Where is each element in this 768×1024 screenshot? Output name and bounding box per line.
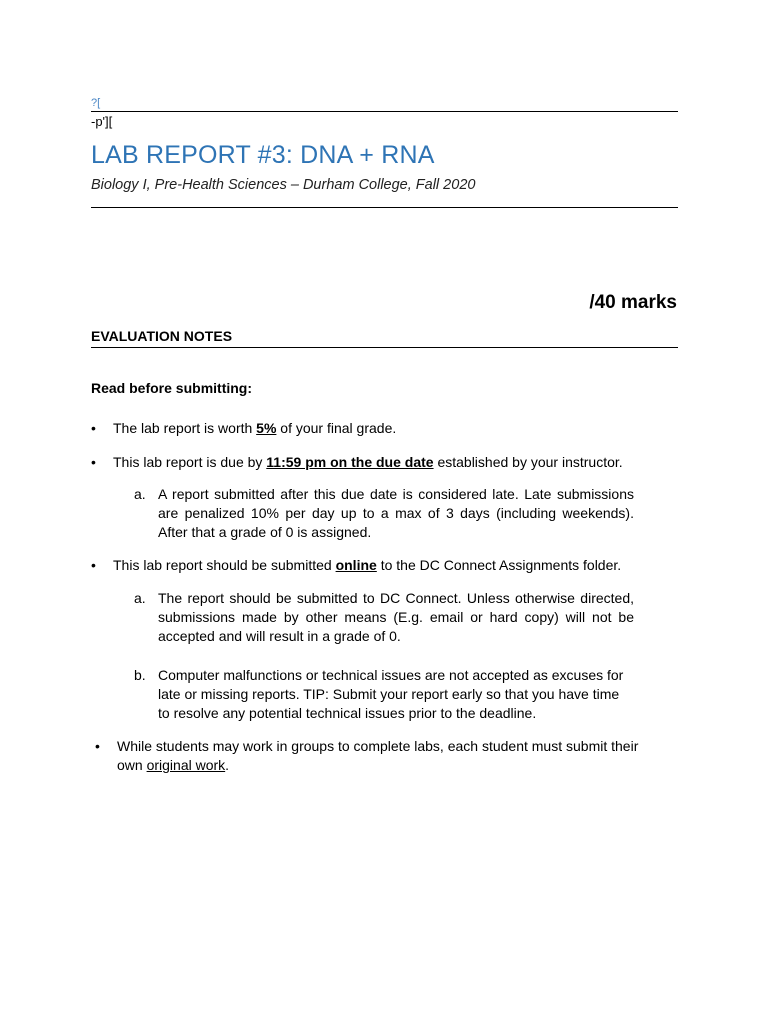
emphasis-text: 5% [256,420,277,436]
emphasis-text: 11:59 pm on the due date [266,454,434,470]
list-item-text [113,419,396,438]
section-divider [91,347,678,348]
sub-item-text: A report submitted after this due date is considered late. Late submissions are penalized 10% per day up to a max of 3 days (including weekends). After that a grade of 0 is assigned. [158,486,634,540]
header-rule [91,111,678,112]
sub-item-label: a. [134,590,146,606]
sub-item-text: The report should be submitted to DC Connect. Unless otherwise directed, submissions made by other means (E.g. email or hard copy) will not be accepted and will result in a grade of 0. [158,590,634,644]
header-link[interactable]: ?[ [91,97,101,109]
emphasis-text: online [335,557,377,573]
list-item-text [113,453,623,472]
text-segment: . [225,757,230,773]
read-heading: Read before submitting: [91,380,253,396]
section-heading: EVALUATION NOTES [91,328,233,344]
total-marks: /40 marks [589,292,677,313]
list-item-text [117,737,657,775]
list-item-text [113,556,621,575]
text-segment: established by your instructor. [433,454,623,470]
text-segment: to the DC Connect Assignments folder. [376,557,622,573]
text-segment: of your final grade. [276,420,397,436]
bullet-icon: • [91,420,96,436]
text-segment: This lab report is due by [113,454,267,470]
bullet-icon: • [91,454,96,470]
sub-item-label: a. [134,486,146,502]
emphasis-text: original work [146,757,226,773]
bullet-icon: • [95,738,100,754]
text-segment: This lab report should be submitted [113,557,336,573]
text-segment: The lab report is worth [113,420,257,436]
sub-item-text: Computer malfunctions or technical issues are not accepted as excuses for late or missing reports. TIP: Submit your report early so that you have time to resolve any potential technical issues prior to the deadline. [158,667,624,721]
bullet-icon: • [91,557,96,573]
text-segment: While students may work in groups to complete labs, each student must submit their own [117,738,639,773]
document-subtitle: Biology I, Pre-Health Sciences – Durham College, Fall 2020 [91,177,476,193]
sub-item-label: b. [134,667,146,683]
header-code-text: -p'][ [91,114,113,129]
title-divider [91,207,678,208]
document-title: LAB REPORT #3: DNA + RNA [91,141,435,169]
